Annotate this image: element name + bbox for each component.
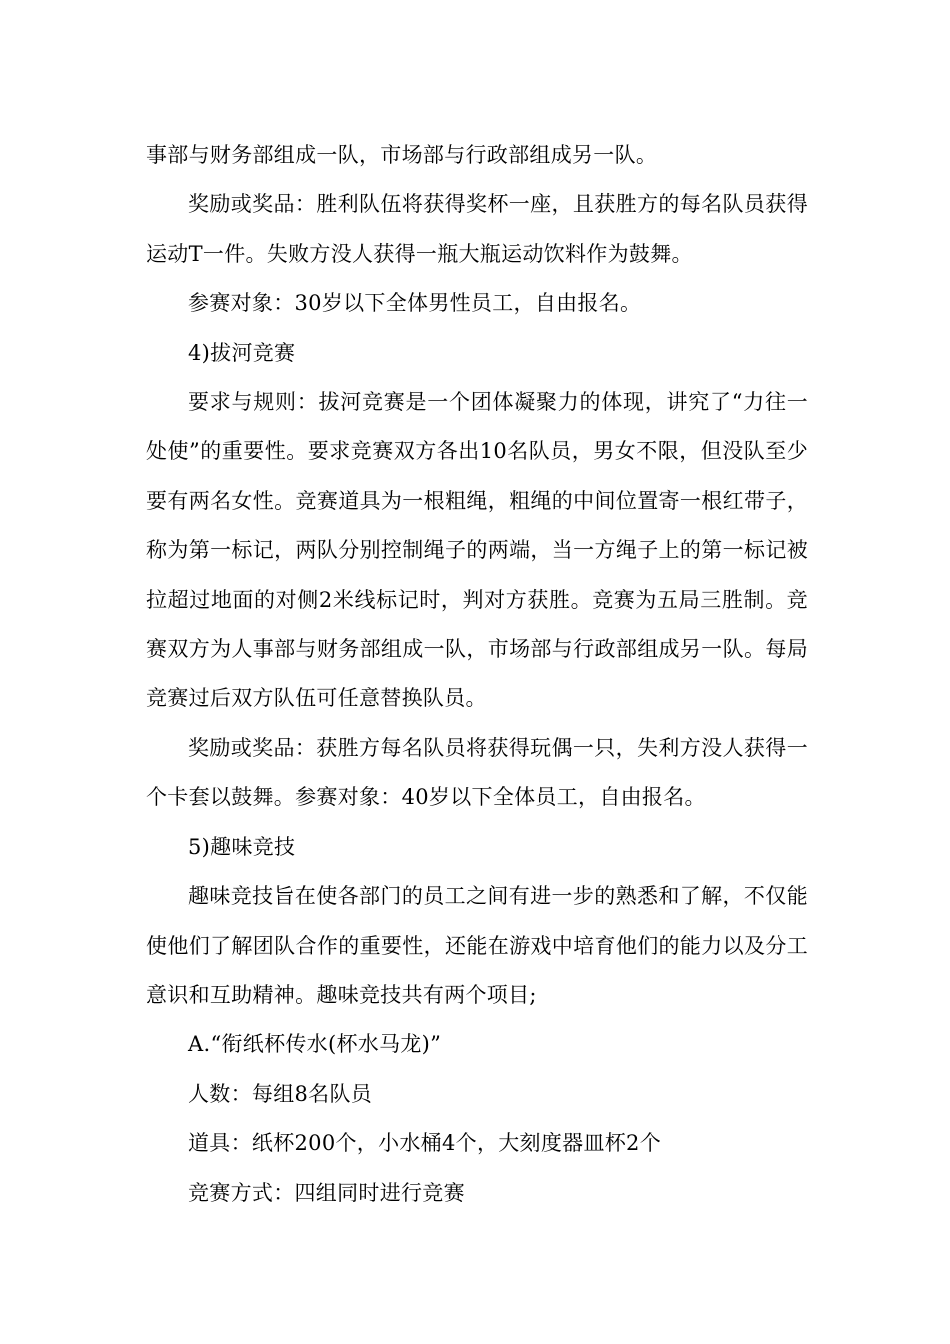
item-props: 道具：纸杯200个，小水桶4个，大刻度器皿杯2个 xyxy=(188,1131,662,1156)
item-competition-format: 竞赛方式：四组同时进行竞赛 xyxy=(188,1180,465,1205)
item-team-size: 人数：每组8名队员 xyxy=(188,1081,373,1106)
paragraph-fun-games-intro: 趣味竞技旨在使各部门的员工之间有进一步的熟悉和了解，不仅能使他们了解团队合作的重要性，还能在游戏中培育他们的能力以及分工意识和互助精神。趣味竞技共有两个项目; xyxy=(146,884,808,1007)
section-heading-tug-of-war: 4)拔河竞赛 xyxy=(188,340,296,365)
paragraph-reward-1: 奖励或奖品：胜利队伍将获得奖杯一座，且获胜方的每名队员获得运动T一件。失败方没人获得一瓶大瓶运动饮料作为鼓舞。 xyxy=(146,192,808,266)
paragraph-continuation: 事部与财务部组成一队，市场部与行政部组成另一队。 xyxy=(146,143,658,167)
section-heading-fun-games: 5)趣味竞技 xyxy=(188,834,296,859)
paragraph-rules-tug-of-war: 要求与规则：拔河竞赛是一个团体凝聚力的体现，讲究了“力往一处使”的重要性。要求竞赛双方各出10名队员，男女不限，但没队至少要有两名女性。竞赛道具为一根粗绳，粗绳的中间位置寄一根红带子，称为第一标记，两队分别控制绳子的两端，当一方绳子上的第一标记被拉超过地面的对侧2米线标记时，判对方获胜。竞赛为五局三胜制。竞赛双方为人事部与财务部组成一队，市场部与行政部组成另一队。每局竞赛过后双方队伍可任意替换队员。 xyxy=(146,390,808,711)
paragraph-reward-2: 奖励或奖品：获胜方每名队员将获得玩偶一只，失利方没人获得一个卡套以鼓舞。参赛对象：40岁以下全体员工，自由报名。 xyxy=(146,735,808,810)
item-heading-cup-relay: A.“衔纸杯传水(杯水马龙)” xyxy=(188,1032,442,1057)
paragraph-participants-1: 参赛对象：30岁以下全体男性员工，自由报名。 xyxy=(188,291,642,316)
document-page xyxy=(146,131,808,1218)
